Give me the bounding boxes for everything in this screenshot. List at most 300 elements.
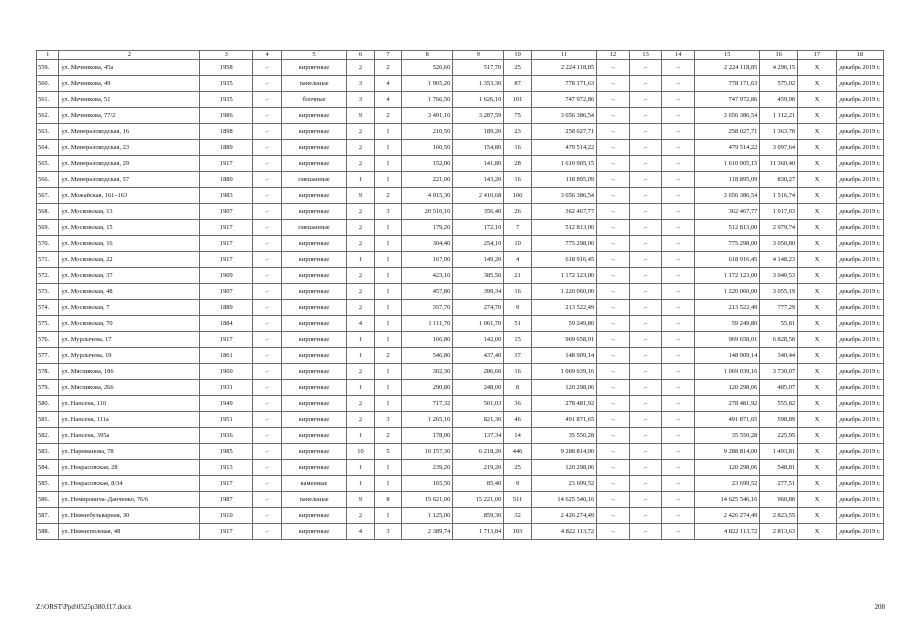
table-cell: – xyxy=(629,476,662,492)
table-cell: – xyxy=(662,220,695,236)
table-cell: 14 xyxy=(504,428,532,444)
table-cell: ул. Нансена, 395а xyxy=(59,428,200,444)
table-cell: 2 xyxy=(347,236,375,252)
table-cell: – xyxy=(597,108,630,124)
table-cell: 1889 xyxy=(200,300,253,316)
table-cell: 586. xyxy=(37,492,59,508)
table-cell: 969 658,01 xyxy=(695,332,760,348)
table-row xyxy=(37,524,884,540)
table-cell: 1 265,10 xyxy=(402,412,453,428)
table-cell: 582. xyxy=(37,428,59,444)
table-cell: 340,44 xyxy=(760,348,798,364)
table-cell: – xyxy=(629,348,662,364)
table-cell: 1 xyxy=(374,140,402,156)
table-cell: 3 xyxy=(374,524,402,540)
table-cell: 1 xyxy=(374,220,402,236)
table-cell: 4 296,15 xyxy=(760,60,798,76)
table-cell: 775 298,00 xyxy=(531,236,596,252)
table-cell: 16 xyxy=(504,140,532,156)
table-cell: 2 979,74 xyxy=(760,220,798,236)
table-cell: 2 xyxy=(347,396,375,412)
table-cell: 830,27 xyxy=(760,172,798,188)
table-cell: – xyxy=(662,108,695,124)
table-cell: 10 157,30 xyxy=(402,444,453,460)
table-cell: 585. xyxy=(37,476,59,492)
table-cell: 778 171,63 xyxy=(695,76,760,92)
table-cell: 859,30 xyxy=(453,508,504,524)
table-cell: кирпичные xyxy=(281,60,346,76)
table-cell: 573. xyxy=(37,284,59,300)
table-cell: 1917 xyxy=(200,524,253,540)
table-cell: 9 288 814,00 xyxy=(695,444,760,460)
table-cell: 572. xyxy=(37,268,59,284)
table-cell: 28 xyxy=(504,156,532,172)
table-row xyxy=(37,380,884,396)
table-cell: 479 514,22 xyxy=(531,140,596,156)
housing-table xyxy=(36,50,884,540)
table-cell: кирпичные xyxy=(281,204,346,220)
table-cell: – xyxy=(629,188,662,204)
table-cell: 1 125,00 xyxy=(402,508,453,524)
table-cell: 101 xyxy=(504,92,532,108)
table-cell: – xyxy=(597,476,630,492)
table-cell: кирпичные xyxy=(281,380,346,396)
table-cell: 9 xyxy=(347,108,375,124)
table-cell: – xyxy=(597,508,630,524)
table-cell: 1 111,70 xyxy=(402,316,453,332)
table-cell: 1 069 039,16 xyxy=(531,364,596,380)
table-cell: 485,07 xyxy=(760,380,798,396)
table-cell: 1986 xyxy=(200,108,253,124)
table-cell: 562. xyxy=(37,108,59,124)
table-cell: 9 288 814,00 xyxy=(531,444,596,460)
table-cell: 1 xyxy=(347,476,375,492)
table-cell: 1 xyxy=(374,460,402,476)
table-cell: 2 xyxy=(347,124,375,140)
table-cell: – xyxy=(253,156,282,172)
table-cell: кирпичные xyxy=(281,316,346,332)
table-cell: 59 249,80 xyxy=(531,316,596,332)
table-cell: 618 916,45 xyxy=(531,252,596,268)
table-cell: – xyxy=(597,396,630,412)
table-cell: – xyxy=(253,396,282,412)
table-cell: 1 xyxy=(374,508,402,524)
table-cell: 16 xyxy=(504,172,532,188)
table-cell: 577. xyxy=(37,348,59,364)
table-row xyxy=(37,332,884,348)
table-cell: – xyxy=(597,300,630,316)
column-header: 2 xyxy=(59,51,200,60)
table-cell: – xyxy=(629,204,662,220)
column-header: 15 xyxy=(695,51,760,60)
table-cell: 2 xyxy=(347,204,375,220)
table-cell: 2 813,63 xyxy=(760,524,798,540)
table-cell: 148 909,14 xyxy=(695,348,760,364)
table-cell: – xyxy=(662,236,695,252)
table-cell: 10 xyxy=(347,444,375,460)
table-cell: 512 813,00 xyxy=(695,220,760,236)
table-cell: 1 172 123,00 xyxy=(695,268,760,284)
table-cell: декабрь 2019 г. xyxy=(836,380,883,396)
table-cell: кирпичные xyxy=(281,348,346,364)
table-cell: 6 218,20 xyxy=(453,444,504,460)
table-cell: 517,70 xyxy=(453,60,504,76)
footer-file-path: Z:\ORST\Ppd\0525p380.f17.docx xyxy=(36,603,132,611)
table-cell: – xyxy=(662,396,695,412)
table-cell: – xyxy=(662,92,695,108)
table-cell: 4 xyxy=(347,524,375,540)
table-cell: 546,80 xyxy=(402,348,453,364)
table-cell: 2 xyxy=(374,188,402,204)
table-cell: 561. xyxy=(37,92,59,108)
table-cell: 3 xyxy=(374,204,402,220)
table-cell: – xyxy=(597,204,630,220)
header-row xyxy=(37,51,884,60)
table-cell: 1 xyxy=(374,172,402,188)
table-cell: 35 550,28 xyxy=(531,428,596,444)
table-cell: ул. Московская, 15 xyxy=(59,220,200,236)
table-cell: – xyxy=(597,92,630,108)
table-cell: – xyxy=(629,60,662,76)
table-cell: – xyxy=(629,268,662,284)
table-cell: – xyxy=(629,140,662,156)
table-cell: 9 xyxy=(347,188,375,204)
table-cell: 446 xyxy=(504,444,532,460)
table-cell: 1 xyxy=(347,332,375,348)
table-cell: Х xyxy=(798,108,837,124)
table-cell: 16 xyxy=(504,284,532,300)
table-cell: 1910 xyxy=(200,508,253,524)
table-cell: 258 027,71 xyxy=(531,124,596,140)
table-row xyxy=(37,124,884,140)
table-cell: декабрь 2019 г. xyxy=(836,252,883,268)
table-cell: 37 xyxy=(504,348,532,364)
table-cell: – xyxy=(253,124,282,140)
table-cell: – xyxy=(253,380,282,396)
table-cell: 2 xyxy=(374,428,402,444)
table-cell: ул. Минераловодская, 57 xyxy=(59,172,200,188)
table-cell: 1 xyxy=(374,124,402,140)
table-cell: 491 871,65 xyxy=(695,412,760,428)
table-cell: 566. xyxy=(37,172,59,188)
table-cell: 16 xyxy=(504,364,532,380)
table-cell: ул. Можайская, 161–163 xyxy=(59,188,200,204)
table-row xyxy=(37,284,884,300)
table-cell: ул. Некрасовская, 28 xyxy=(59,460,200,476)
table-cell: – xyxy=(253,300,282,316)
table-cell: 302,30 xyxy=(402,364,453,380)
table-cell: – xyxy=(629,252,662,268)
table-cell: 290,80 xyxy=(402,380,453,396)
table-cell: – xyxy=(629,124,662,140)
table-cell: – xyxy=(597,60,630,76)
table-cell: декабрь 2019 г. xyxy=(836,396,883,412)
table-cell: 437,40 xyxy=(453,348,504,364)
table-row xyxy=(37,300,884,316)
table-row xyxy=(37,428,884,444)
table-row xyxy=(37,364,884,380)
table-cell: 9 xyxy=(347,492,375,508)
table-cell: ул. Мечникова, 77/2 xyxy=(59,108,200,124)
table-cell: ул. Московская, 48 xyxy=(59,284,200,300)
column-header: 10 xyxy=(504,51,532,60)
table-cell: 1917 xyxy=(200,220,253,236)
table-cell: Х xyxy=(798,396,837,412)
column-header: 1 xyxy=(37,51,59,60)
table-cell: 4 822 113,72 xyxy=(695,524,760,540)
table-cell: 141,80 xyxy=(453,156,504,172)
table-cell: 1 xyxy=(374,316,402,332)
table-cell: ул. Московская, 7 xyxy=(59,300,200,316)
table-cell: декабрь 2019 г. xyxy=(836,108,883,124)
table-cell: декабрь 2019 г. xyxy=(836,188,883,204)
table-cell: 87 xyxy=(504,76,532,92)
table-cell: – xyxy=(662,172,695,188)
table-row xyxy=(37,268,884,284)
table-cell: Х xyxy=(798,60,837,76)
table-cell: 1958 xyxy=(200,60,253,76)
table-cell: – xyxy=(662,444,695,460)
table-cell: – xyxy=(662,124,695,140)
table-cell: Х xyxy=(798,460,837,476)
table-cell: 1951 xyxy=(200,412,253,428)
table-cell: 5 xyxy=(374,444,402,460)
table-cell: 32 xyxy=(504,508,532,524)
table-cell: 4 xyxy=(504,252,532,268)
table-cell: 8 xyxy=(504,380,532,396)
table-cell: 1 xyxy=(374,300,402,316)
table-cell: 1 965,20 xyxy=(402,76,453,92)
table-cell: – xyxy=(253,188,282,204)
table-cell: – xyxy=(629,172,662,188)
table-cell: – xyxy=(662,140,695,156)
table-cell: 59 249,80 xyxy=(695,316,760,332)
table-cell: 570. xyxy=(37,236,59,252)
table-cell: 1935 xyxy=(200,92,253,108)
table-cell: 160,50 xyxy=(402,140,453,156)
table-cell: – xyxy=(662,476,695,492)
table-cell: Х xyxy=(798,476,837,492)
table-cell: 1 xyxy=(374,476,402,492)
table-cell: 179,20 xyxy=(402,220,453,236)
table-cell: 1 017,03 xyxy=(760,204,798,220)
table-cell: – xyxy=(253,220,282,236)
table-cell: 15 xyxy=(504,332,532,348)
table-cell: 14 625 546,16 xyxy=(531,492,596,508)
table-cell: 1960 xyxy=(200,364,253,380)
table-cell: 747 972,86 xyxy=(531,92,596,108)
table-cell: Х xyxy=(798,140,837,156)
table-cell: Х xyxy=(798,492,837,508)
table-cell: 717,32 xyxy=(402,396,453,412)
table-cell: 278 481,92 xyxy=(695,396,760,412)
table-cell: Х xyxy=(798,428,837,444)
table-cell: – xyxy=(597,76,630,92)
table-cell: ул. Нижнеполевая, 48 xyxy=(59,524,200,540)
table-cell: 2 426 274,49 xyxy=(695,508,760,524)
table-cell: 1917 xyxy=(200,476,253,492)
table-cell: 479 514,22 xyxy=(695,140,760,156)
table-cell: кирпичные xyxy=(281,332,346,348)
table-cell: Х xyxy=(798,76,837,92)
table-cell: ул. Московская, 22 xyxy=(59,252,200,268)
table-cell: 9 xyxy=(504,476,532,492)
table-cell: 85,40 xyxy=(453,476,504,492)
table-cell: – xyxy=(629,492,662,508)
table-cell: 7 xyxy=(504,220,532,236)
table-cell: 46 xyxy=(504,412,532,428)
table-cell: декабрь 2019 г. xyxy=(836,92,883,108)
table-cell: – xyxy=(629,236,662,252)
table-cell: панельные xyxy=(281,76,346,92)
table-cell: Х xyxy=(798,380,837,396)
table-cell: кирпичные xyxy=(281,364,346,380)
table-cell: 1889 xyxy=(200,140,253,156)
table-cell: 560. xyxy=(37,76,59,92)
table-cell: смешанные xyxy=(281,220,346,236)
table-cell: 459,98 xyxy=(760,92,798,108)
table-cell: – xyxy=(597,364,630,380)
table-cell: 579. xyxy=(37,380,59,396)
table-cell: 3 656 386,54 xyxy=(695,188,760,204)
table-cell: ул. Московская, 13 xyxy=(59,204,200,220)
table-cell: 969 658,01 xyxy=(531,332,596,348)
table-cell: – xyxy=(662,188,695,204)
table-cell: 1 xyxy=(374,396,402,412)
table-cell: 26 xyxy=(504,204,532,220)
table-cell: 4 xyxy=(374,76,402,92)
table-cell: декабрь 2019 г. xyxy=(836,412,883,428)
table-cell: – xyxy=(662,268,695,284)
table-cell: 213 522,49 xyxy=(695,300,760,316)
table-cell: 1 xyxy=(374,364,402,380)
table-cell: ул. Московская, 70 xyxy=(59,316,200,332)
table-cell: 3 287,59 xyxy=(453,108,504,124)
table-cell: 152,00 xyxy=(402,156,453,172)
table-cell: 778 171,63 xyxy=(531,76,596,92)
table-cell: Х xyxy=(798,156,837,172)
column-header: 8 xyxy=(402,51,453,60)
table-cell: 3 050,80 xyxy=(760,236,798,252)
table-cell: Х xyxy=(798,332,837,348)
table-cell: 23 xyxy=(504,124,532,140)
table-cell: ул. Мурлычева, 19 xyxy=(59,348,200,364)
column-header: 6 xyxy=(347,51,375,60)
table-cell: 118 895,09 xyxy=(695,172,760,188)
table-cell: – xyxy=(597,284,630,300)
table-cell: 75 xyxy=(504,108,532,124)
table-cell: каменные xyxy=(281,476,346,492)
table-cell: 21 xyxy=(504,268,532,284)
table-cell: панельные xyxy=(281,492,346,508)
table-cell: 399,34 xyxy=(453,284,504,300)
table-cell: 1 220 060,00 xyxy=(531,284,596,300)
table-cell: 1 xyxy=(374,268,402,284)
table-cell: Х xyxy=(798,236,837,252)
table-cell: – xyxy=(253,364,282,380)
table-cell: 1 xyxy=(347,380,375,396)
column-header: 9 xyxy=(453,51,504,60)
table-row xyxy=(37,76,884,92)
table-cell: 501,03 xyxy=(453,396,504,412)
table-cell: 14 625 546,16 xyxy=(695,492,760,508)
table-cell: – xyxy=(662,364,695,380)
table-cell: – xyxy=(662,412,695,428)
table-cell: – xyxy=(597,140,630,156)
table-cell: 278 481,92 xyxy=(531,396,596,412)
table-cell: – xyxy=(253,252,282,268)
table-cell: 210,50 xyxy=(402,124,453,140)
table-row xyxy=(37,460,884,476)
table-cell: 598,89 xyxy=(760,412,798,428)
table-cell: 120 298,06 xyxy=(531,460,596,476)
table-cell: 1 xyxy=(347,428,375,444)
table-cell: блочные xyxy=(281,92,346,108)
table-cell: 4 015,30 xyxy=(402,188,453,204)
table-cell: ул. Мясникова, 266 xyxy=(59,380,200,396)
table-cell: 25 xyxy=(504,60,532,76)
table-cell: 137,34 xyxy=(453,428,504,444)
table-cell: 1 xyxy=(374,156,402,172)
table-cell: – xyxy=(662,76,695,92)
table-cell: 120 298,06 xyxy=(695,460,760,476)
table-cell: – xyxy=(253,428,282,444)
table-body xyxy=(37,60,884,540)
table-cell: 565. xyxy=(37,156,59,172)
table-cell: ул. Мечникова, 49 xyxy=(59,76,200,92)
table-cell: – xyxy=(253,444,282,460)
table-cell: 172,10 xyxy=(453,220,504,236)
table-cell: – xyxy=(253,268,282,284)
table-cell: ул. Нижнебульварная, 30 xyxy=(59,508,200,524)
table-cell: 4 xyxy=(374,92,402,108)
table-row xyxy=(37,172,884,188)
table-cell: 2 224 118,85 xyxy=(695,60,760,76)
table-cell: – xyxy=(629,316,662,332)
table-cell: декабрь 2019 г. xyxy=(836,156,883,172)
table-cell: Х xyxy=(798,524,837,540)
table-cell: 2 224 118,85 xyxy=(531,60,596,76)
table-cell: 1 xyxy=(347,252,375,268)
table-cell: 356,40 xyxy=(453,204,504,220)
table-cell: 149,20 xyxy=(453,252,504,268)
table-cell: 3 656 386,54 xyxy=(531,188,596,204)
table-cell: – xyxy=(662,284,695,300)
table-cell: Х xyxy=(798,188,837,204)
table-cell: – xyxy=(597,460,630,476)
table-cell: декабрь 2019 г. xyxy=(836,508,883,524)
table-cell: – xyxy=(629,396,662,412)
table-cell: 960,88 xyxy=(760,492,798,508)
table-cell: 213 522,49 xyxy=(531,300,596,316)
table-cell: 1861 xyxy=(200,348,253,364)
column-header: 16 xyxy=(760,51,798,60)
table-cell: – xyxy=(629,300,662,316)
table-cell: 1 353,30 xyxy=(453,76,504,92)
table-cell: декабрь 2019 г. xyxy=(836,300,883,316)
table-cell: кирпичные xyxy=(281,300,346,316)
table-cell: – xyxy=(597,252,630,268)
table-cell: 51 xyxy=(504,316,532,332)
table-cell: 3 040,53 xyxy=(760,268,798,284)
table-cell: – xyxy=(662,60,695,76)
column-header: 17 xyxy=(798,51,837,60)
table-cell: – xyxy=(597,444,630,460)
table-cell: 747 972,86 xyxy=(695,92,760,108)
table-cell: 548,81 xyxy=(760,460,798,476)
table-cell: 142,00 xyxy=(453,332,504,348)
table-cell: – xyxy=(662,316,695,332)
